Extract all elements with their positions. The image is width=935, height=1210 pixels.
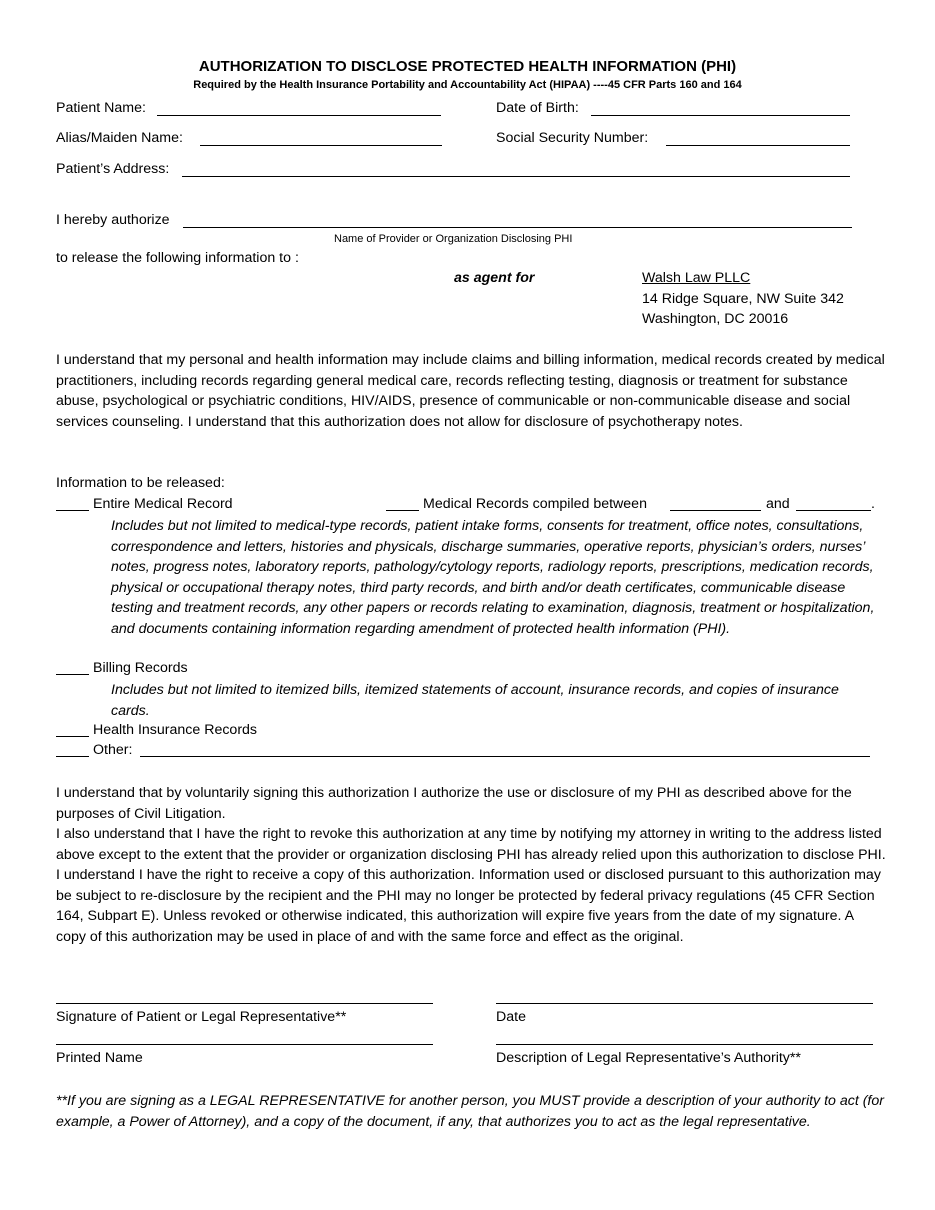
compiled-between-checkbox[interactable]: [386, 510, 419, 511]
other-checkbox[interactable]: [56, 756, 89, 757]
period: .: [871, 496, 875, 512]
authority-label: Description of Legal Representative’s Authority**: [496, 1050, 801, 1066]
compiled-to-field[interactable]: [796, 510, 871, 511]
address-field[interactable]: [182, 176, 850, 177]
billing-records-checkbox[interactable]: [56, 674, 89, 675]
health-insurance-records-label: Health Insurance Records: [93, 722, 258, 738]
as-agent-for-label: as agent for: [454, 270, 535, 286]
address-label: Patient’s Address:: [56, 161, 170, 177]
understanding-paragraph: I understand that my personal and health information may include claims and billing information, medical records created by medical practitioners, including records regarding general medical care, records reflecting testing, diagnosis or treatment for substance abuse, psychological or psychiatric conditions, HIV/AIDS, presence of communicable or non-communicable disease and social services counseling. I understand that this authorization does not allow for disclosure of psychotherapy notes.: [56, 352, 885, 430]
entire-medical-record-label: Entire Medical Record: [93, 496, 233, 512]
provider-field[interactable]: [183, 227, 852, 228]
patient-name-label: Patient Name:: [56, 100, 146, 116]
health-insurance-records-checkbox[interactable]: [56, 736, 89, 737]
compiled-from-field[interactable]: [670, 510, 761, 511]
authorize-label: I hereby authorize: [56, 212, 170, 228]
date-field[interactable]: [496, 1003, 873, 1004]
info-release-heading: Information to be released:: [56, 475, 225, 491]
alias-label: Alias/Maiden Name:: [56, 130, 183, 146]
compiled-between-label: Medical Records compiled between: [423, 496, 647, 512]
patient-name-field[interactable]: [157, 115, 441, 116]
form-subtitle: Required by the Health Insurance Portability and Accountability Act (HIPAA) ----45 CFR Parts 160 and 164: [193, 79, 742, 91]
billing-records-description: Includes but not limited to itemized bills, itemized statements of account, insurance records, and copies of insurance cards.: [111, 682, 839, 719]
other-field[interactable]: [140, 756, 870, 757]
ssn-label: Social Security Number:: [496, 130, 649, 146]
agent-address-line1: 14 Ridge Square, NW Suite 342: [642, 291, 844, 307]
dob-label: Date of Birth:: [496, 100, 579, 116]
billing-records-label: Billing Records: [93, 660, 188, 676]
printed-name-label: Printed Name: [56, 1050, 143, 1066]
authority-field[interactable]: [496, 1044, 873, 1045]
provider-caption: Name of Provider or Organization Disclosing PHI: [334, 233, 573, 245]
medical-records-description: Includes but not limited to medical-type records, patient intake forms, consents for treatment, office notes, consultations, correspondence and letters, histories and physicals, discharge summaries, operative reports, physician’s orders, nurses’ notes, progress notes, laboratory reports, pathology/cytology reports, radiology reports, prescriptions, medication records, physical or occupational therapy notes, third party records, and birth and/or death certificates, communicable disease testing and treatment records, any other papers or records relating to examination, diagnosis, treatment or hospitalization, and documents containing information regarding amendment of protected health information (PHI).: [111, 518, 875, 637]
dob-field[interactable]: [591, 115, 850, 116]
agent-name: Walsh Law PLLC: [642, 270, 751, 286]
entire-medical-record-checkbox[interactable]: [56, 510, 89, 511]
form-title: AUTHORIZATION TO DISCLOSE PROTECTED HEALTH INFORMATION (PHI): [198, 58, 737, 75]
agent-address-line2: Washington, DC 20016: [642, 311, 789, 327]
printed-name-field[interactable]: [56, 1044, 433, 1045]
legal-representative-footnote: **If you are signing as a LEGAL REPRESENTATIVE for another person, you MUST provide a description of your authority to act (for example, a Power of Attorney), and a copy of the document, if any, that authorizes you to act as the legal representative.: [56, 1093, 884, 1130]
consent-paragraph-1: I understand that by voluntarily signing this authorization I authorize the use or disclosure of my PHI as described above for the purposes of Civil Litigation.: [56, 785, 852, 822]
alias-field[interactable]: [200, 145, 442, 146]
ssn-field[interactable]: [666, 145, 850, 146]
other-label: Other:: [93, 742, 133, 758]
release-to-label: to release the following information to :: [56, 250, 299, 266]
signature-field[interactable]: [56, 1003, 433, 1004]
signature-label: Signature of Patient or Legal Representative**: [56, 1009, 347, 1025]
date-label: Date: [496, 1009, 526, 1025]
consent-paragraph-2: I also understand that I have the right to revoke this authorization at any time by notifying my attorney in writing to the address listed above except to the extent that the provider or organization disclosing PHI has already relied upon this authorization to disclose PHI. I understand I have the right to receive a copy of this authorization. Information used or disclosed pursuant to this authorization may be subject to re-disclosure by the recipient and the PHI may no longer be protected by federal privacy regulations (45 CFR Section 164, Subpart E). Unless revoked or otherwise indicated, this authorization will expire five years from the date of my signature. A copy of this authorization may be used in place of and with the same force and effect as the original.: [56, 826, 886, 945]
compiled-and-label: and: [766, 496, 790, 512]
